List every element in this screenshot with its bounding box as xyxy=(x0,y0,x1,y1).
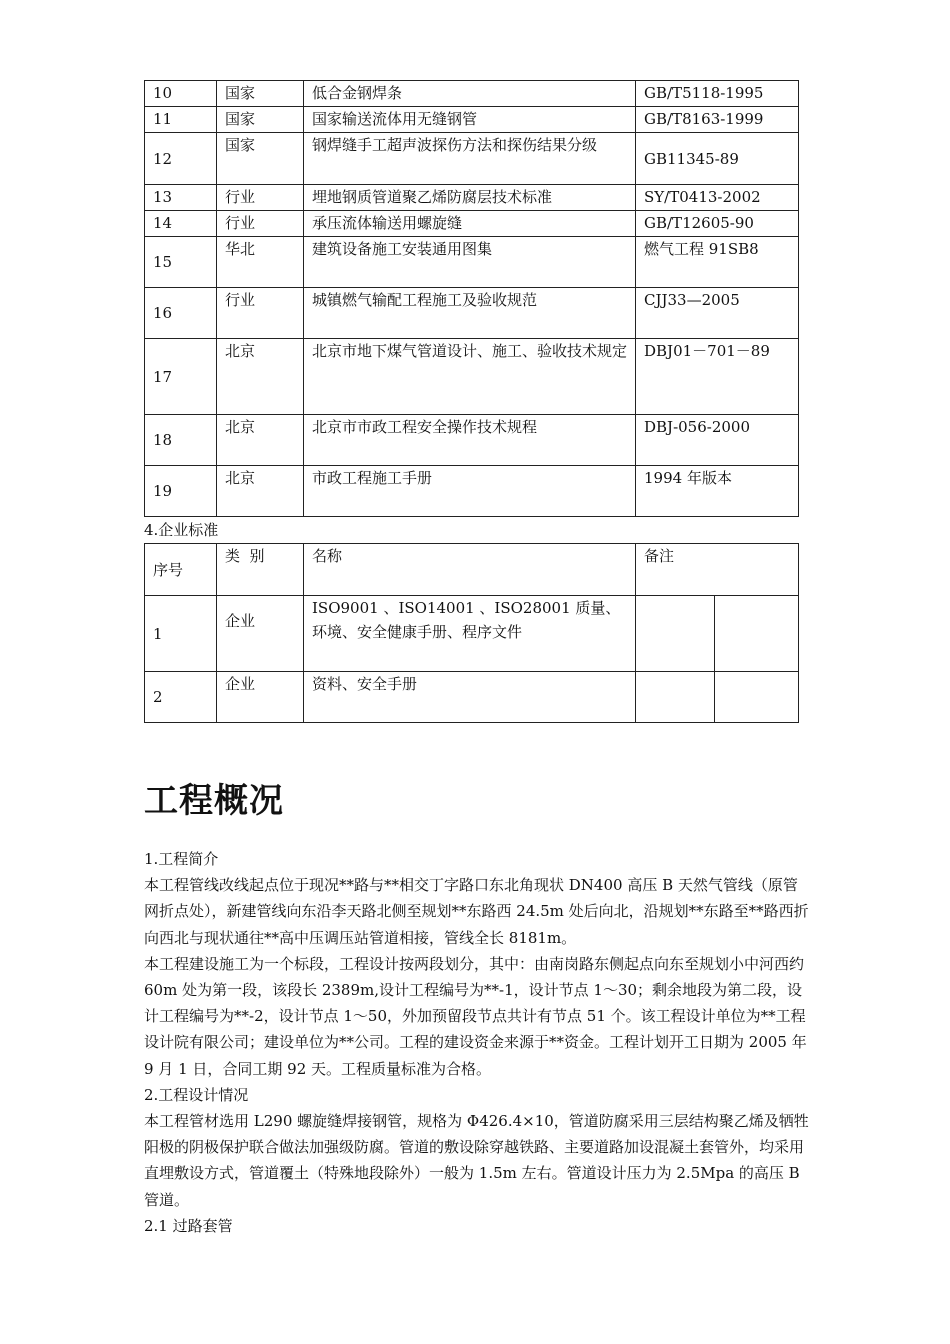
enterprise-standards-body xyxy=(145,544,799,723)
row-code: DBJ-056-2000 xyxy=(636,415,799,466)
row-name: 城镇燃气输配工程施工及验收规范 xyxy=(304,288,636,339)
row-number: 1 xyxy=(145,596,217,672)
national-standards-table xyxy=(144,80,799,517)
header-note: 备注 xyxy=(636,544,799,596)
table-row xyxy=(145,339,799,415)
document-page xyxy=(144,80,809,1235)
row-code: GB/T5118-1995 xyxy=(636,81,799,107)
row-code: GB/T12605-90 xyxy=(636,211,799,237)
row-number: 13 xyxy=(145,185,217,211)
row-number: 16 xyxy=(145,288,217,339)
row-category: 企业 xyxy=(217,672,304,723)
section-title: 工程概况 xyxy=(144,781,284,821)
row-note-a xyxy=(636,596,715,672)
row-name: 建筑设备施工安装通用图集 xyxy=(304,237,636,288)
row-name: 承压流体输送用螺旋缝 xyxy=(304,211,636,237)
subsection-heading: 1.工程简介 xyxy=(144,850,219,868)
row-number: 17 xyxy=(145,339,217,415)
row-name: ISO9001 、ISO14001 、ISO28001 质量、环境、安全健康手册、程序文件 xyxy=(304,596,636,672)
table-row xyxy=(145,415,799,466)
row-name: 钢焊缝手工超声波探伤方法和探伤结果分级 xyxy=(304,133,636,185)
subsection-heading: 2.1 过路套管 xyxy=(144,1216,233,1235)
row-level: 国家 xyxy=(217,133,304,185)
row-number: 18 xyxy=(145,415,217,466)
table-row xyxy=(145,185,799,211)
row-note-a xyxy=(636,672,715,723)
row-category: 企业 xyxy=(217,596,304,672)
row-note-b xyxy=(715,672,799,723)
row-code: GB/T8163-1999 xyxy=(636,107,799,133)
subsection-heading: 2.工程设计情况 xyxy=(144,1085,249,1104)
national-standards-body xyxy=(145,81,799,517)
row-number: 11 xyxy=(145,107,217,133)
row-code: CJJ33—2005 xyxy=(636,288,799,339)
row-level: 北京 xyxy=(217,339,304,415)
row-level: 行业 xyxy=(217,211,304,237)
table-header-row xyxy=(145,544,799,596)
table-row xyxy=(145,133,799,185)
enterprise-standards-table xyxy=(144,543,799,723)
row-level: 行业 xyxy=(217,185,304,211)
row-code: 1994 年版本 xyxy=(636,466,799,517)
row-name: 市政工程施工手册 xyxy=(304,466,636,517)
row-name: 埋地钢质管道聚乙烯防腐层技术标准 xyxy=(304,185,636,211)
row-code: 燃气工程 91SB8 xyxy=(636,237,799,288)
table-row xyxy=(145,288,799,339)
row-name: 低合金钢焊条 xyxy=(304,81,636,107)
row-number: 10 xyxy=(145,81,217,107)
header-category: 类 别 xyxy=(217,544,304,596)
row-code: GB11345-89 xyxy=(636,133,799,185)
row-note-b xyxy=(715,596,799,672)
table-row xyxy=(145,81,799,107)
row-name: 北京市市政工程安全操作技术规程 xyxy=(304,415,636,466)
row-code: DBJ01－701－89 xyxy=(636,339,799,415)
overview-body xyxy=(144,846,810,1239)
table-row xyxy=(145,466,799,517)
table-row xyxy=(145,237,799,288)
row-level: 行业 xyxy=(217,288,304,339)
table-row xyxy=(145,596,799,672)
header-name: 名称 xyxy=(304,544,636,596)
row-name: 北京市地下煤气管道设计、施工、验收技术规定 xyxy=(304,339,636,415)
row-level: 华北 xyxy=(217,237,304,288)
row-level: 国家 xyxy=(217,81,304,107)
row-code: SY/T0413-2002 xyxy=(636,185,799,211)
header-number: 序号 xyxy=(145,544,217,596)
paragraph: 本工程建设施工为一个标段，工程设计按两段划分，其中：由南岗路东侧起点向东至规划小中河西约 60m 处为第一段，该段长 2389m,设计工程编号为**-1，设计节点 1～30；剩余地段为第二段，设计工程编号为**-2，设计节点 1～50，外加预留段节点共计有节点 51 个。该工程设计单位为**工程设计院有限公司；建设单位为**公司。工程的建设资金来源于**资金。工程计划开工日期为 2005 年 9 月 1 日，合同工期 92 天。工程质量标准为合格。 xyxy=(144,954,807,1078)
paragraph: 本工程管线改线起点位于现况**路与**相交丁字路口东北角现状 DN400 高压 B 天然气管线（原管网折点处），新建管线向东沿李天路北侧至规划**东路西 24.5m 处后向北，沿规划**东路至**路西折向西北与现状通往**高中压调压站管道相接，管线全长 8181m。 xyxy=(144,876,809,947)
row-number: 12 xyxy=(145,133,217,185)
table-row xyxy=(145,107,799,133)
row-level: 北京 xyxy=(217,415,304,466)
row-number: 19 xyxy=(145,466,217,517)
row-level: 北京 xyxy=(217,466,304,517)
table-row xyxy=(145,672,799,723)
table-row xyxy=(145,211,799,237)
paragraph: 本工程管材选用 L290 螺旋缝焊接钢管，规格为 Φ426.4×10，管道防腐采用三层结构聚乙烯及牺牲阳极的阴极保护联合做法加强级防腐。管道的敷设除穿越铁路、主要道路加设混凝土套管外，均采用直埋敷设方式，管道覆土（特殊地段除外）一般为 1.5m 左右。管道设计压力为 2.5Mpa 的高压 B 管道。 xyxy=(144,1112,809,1209)
row-level: 国家 xyxy=(217,107,304,133)
row-name: 国家输送流体用无缝钢管 xyxy=(304,107,636,133)
enterprise-standards-caption: 4.企业标准 xyxy=(144,521,219,539)
row-number: 15 xyxy=(145,237,217,288)
row-number: 2 xyxy=(145,672,217,723)
row-name: 资料、安全手册 xyxy=(304,672,636,723)
row-number: 14 xyxy=(145,211,217,237)
